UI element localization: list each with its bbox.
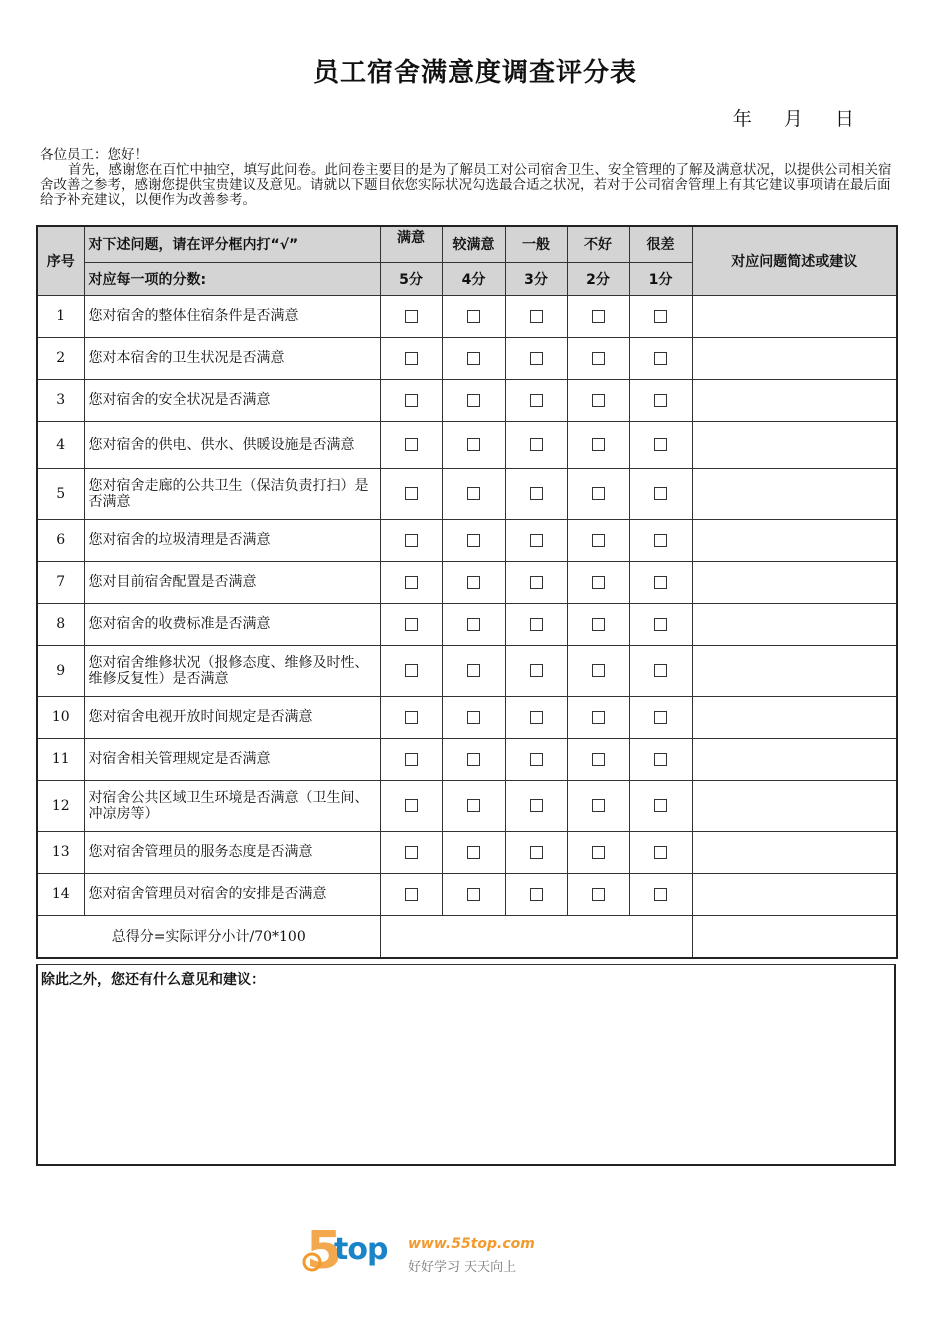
rating-cell[interactable]	[380, 295, 442, 337]
header-index: 序号	[37, 226, 84, 295]
rating-cell[interactable]	[442, 603, 505, 645]
checkbox-icon[interactable]	[654, 487, 667, 500]
rating-cell[interactable]	[567, 831, 629, 873]
header-rating-2: 不好	[567, 226, 629, 262]
rating-cell[interactable]	[380, 337, 442, 379]
date-day: 日	[834, 108, 854, 130]
rating-cell[interactable]	[567, 337, 629, 379]
checkbox-icon[interactable]	[467, 534, 480, 547]
row-suggestion[interactable]	[692, 780, 897, 831]
row-question: 您对本宿舍的卫生状况是否满意	[84, 337, 380, 379]
table-row	[37, 831, 897, 873]
rating-cell[interactable]	[442, 337, 505, 379]
checkbox-icon[interactable]	[405, 888, 418, 901]
rating-cell[interactable]	[567, 421, 629, 468]
table-row	[37, 519, 897, 561]
header-rating-5: 满意	[380, 226, 442, 262]
table-row	[37, 738, 897, 780]
logo-digit: 5	[306, 1221, 343, 1281]
row-index: 11	[37, 738, 84, 780]
rating-cell[interactable]	[629, 873, 692, 915]
logo-word: top	[334, 1232, 388, 1267]
logo-url: www.55top.com	[408, 1236, 535, 1252]
checkbox-icon[interactable]	[467, 711, 480, 724]
checkbox-icon[interactable]	[405, 534, 418, 547]
rating-cell[interactable]	[567, 561, 629, 603]
checkbox-icon[interactable]	[654, 310, 667, 323]
rating-cell[interactable]	[567, 295, 629, 337]
table-row	[37, 603, 897, 645]
checkbox-icon[interactable]	[467, 664, 480, 677]
row-suggestion[interactable]	[692, 603, 897, 645]
rating-cell[interactable]	[567, 379, 629, 421]
rating-cell[interactable]	[380, 561, 442, 603]
rating-cell[interactable]	[567, 603, 629, 645]
rating-cell[interactable]	[505, 645, 567, 696]
table-row	[37, 295, 897, 337]
checkbox-icon[interactable]	[592, 711, 605, 724]
rating-cell[interactable]	[380, 738, 442, 780]
checkbox-icon[interactable]	[654, 753, 667, 766]
rating-cell[interactable]	[629, 421, 692, 468]
rating-cell[interactable]	[567, 780, 629, 831]
checkbox-icon[interactable]	[530, 352, 543, 365]
score-3: 3分	[505, 262, 567, 295]
row-suggestion[interactable]	[692, 696, 897, 738]
checkbox-icon[interactable]	[467, 888, 480, 901]
checkbox-icon[interactable]	[467, 438, 480, 451]
checkbox-icon[interactable]	[405, 711, 418, 724]
checkbox-icon[interactable]	[405, 394, 418, 407]
checkbox-icon[interactable]	[592, 576, 605, 589]
rating-cell[interactable]	[380, 468, 442, 519]
rating-cell[interactable]	[505, 421, 567, 468]
row-question: 您对宿舍的垃圾清理是否满意	[84, 519, 380, 561]
checkbox-icon[interactable]	[654, 711, 667, 724]
rating-cell[interactable]	[380, 645, 442, 696]
rating-cell[interactable]	[505, 873, 567, 915]
row-question: 您对宿舍管理员对宿舍的安排是否满意	[84, 873, 380, 915]
checkbox-icon[interactable]	[530, 438, 543, 451]
rating-cell[interactable]	[380, 519, 442, 561]
rating-cell[interactable]	[505, 603, 567, 645]
row-index: 7	[37, 561, 84, 603]
survey-table	[36, 225, 898, 959]
row-suggestion[interactable]	[692, 421, 897, 468]
row-suggestion[interactable]	[692, 561, 897, 603]
checkbox-icon[interactable]	[530, 799, 543, 812]
row-index: 9	[37, 645, 84, 696]
rating-cell[interactable]	[629, 337, 692, 379]
row-index: 12	[37, 780, 84, 831]
rating-cell[interactable]	[505, 561, 567, 603]
rating-cell[interactable]	[629, 603, 692, 645]
row-suggestion[interactable]	[692, 831, 897, 873]
rating-cell[interactable]	[380, 696, 442, 738]
row-question: 您对宿舍维修状况（报修态度、维修及时性、维修反复性）是否满意	[84, 645, 380, 696]
row-question: 对宿舍公共区域卫生环境是否满意（卫生间、冲凉房等）	[84, 780, 380, 831]
rating-cell[interactable]	[442, 519, 505, 561]
rating-cell[interactable]	[505, 337, 567, 379]
site-logo	[296, 1218, 596, 1286]
rating-cell[interactable]	[505, 831, 567, 873]
checkbox-icon[interactable]	[592, 846, 605, 859]
score-2: 2分	[567, 262, 629, 295]
header-rating-3: 一般	[505, 226, 567, 262]
rating-cell[interactable]	[629, 379, 692, 421]
rating-cell[interactable]	[442, 831, 505, 873]
intro-text: 首先，感谢您在百忙中抽空，填写此问卷。此问卷主要目的是为了解员工对公司宿舍卫生、安全管理的了解及满意状况，以提供公司相关宿舍改善之参考，感谢您提供宝贵建议及意见。请就以下题目依您实际状况勾选最合适之状况，若对于公司宿舍管理上有其它建议事项请在最后面给予补充建议，以便作为改善参考。	[40, 162, 892, 208]
row-suggestion[interactable]	[692, 295, 897, 337]
checkbox-icon[interactable]	[405, 352, 418, 365]
table-row	[37, 873, 897, 915]
checkbox-icon[interactable]	[592, 352, 605, 365]
total-score-note[interactable]	[692, 915, 897, 958]
checkbox-icon[interactable]	[530, 664, 543, 677]
table-row	[37, 421, 897, 468]
checkbox-icon[interactable]	[654, 576, 667, 589]
row-question: 您对宿舍的收费标准是否满意	[84, 603, 380, 645]
checkbox-icon[interactable]	[654, 352, 667, 365]
rating-cell[interactable]	[442, 873, 505, 915]
checkbox-icon[interactable]	[592, 618, 605, 631]
rating-cell[interactable]	[505, 519, 567, 561]
header-rating-4: 较满意	[442, 226, 505, 262]
rating-cell[interactable]	[629, 519, 692, 561]
checkbox-icon[interactable]	[467, 753, 480, 766]
row-question: 您对宿舍的供电、供水、供暖设施是否满意	[84, 421, 380, 468]
row-question: 您对宿舍电视开放时间规定是否满意	[84, 696, 380, 738]
rating-cell[interactable]	[629, 831, 692, 873]
rating-cell[interactable]	[442, 561, 505, 603]
rating-cell[interactable]	[380, 873, 442, 915]
checkbox-icon[interactable]	[530, 618, 543, 631]
rating-cell[interactable]	[629, 780, 692, 831]
rating-cell[interactable]	[567, 519, 629, 561]
row-index: 1	[37, 295, 84, 337]
rating-cell[interactable]	[505, 295, 567, 337]
table-row	[37, 696, 897, 738]
checkbox-icon[interactable]	[405, 618, 418, 631]
checkbox-icon[interactable]	[592, 438, 605, 451]
rating-cell[interactable]	[442, 379, 505, 421]
header-instruction: 对下述问题，请在评分框内打“√”	[84, 226, 380, 262]
row-index: 3	[37, 379, 84, 421]
checkbox-icon[interactable]	[530, 534, 543, 547]
rating-cell[interactable]	[505, 780, 567, 831]
score-5: 5分	[380, 262, 442, 295]
checkbox-icon[interactable]	[592, 487, 605, 500]
logo-slogan: 好好学习 天天向上	[408, 1260, 517, 1275]
checkbox-icon[interactable]	[654, 438, 667, 451]
row-suggestion[interactable]	[692, 379, 897, 421]
rating-cell[interactable]	[567, 696, 629, 738]
table-row	[37, 561, 897, 603]
row-suggestion[interactable]	[692, 645, 897, 696]
rating-cell[interactable]	[505, 468, 567, 519]
date-line	[707, 104, 854, 131]
checkbox-icon[interactable]	[592, 753, 605, 766]
rating-cell[interactable]	[629, 295, 692, 337]
checkbox-icon[interactable]	[467, 618, 480, 631]
rating-cell[interactable]	[567, 468, 629, 519]
rating-cell[interactable]	[442, 738, 505, 780]
row-suggestion[interactable]	[692, 873, 897, 915]
checkbox-icon[interactable]	[592, 799, 605, 812]
rating-cell[interactable]	[629, 468, 692, 519]
checkbox-icon[interactable]	[405, 438, 418, 451]
checkbox-icon[interactable]	[467, 394, 480, 407]
row-index: 2	[37, 337, 84, 379]
rating-cell[interactable]	[442, 696, 505, 738]
checkbox-icon[interactable]	[467, 352, 480, 365]
rating-cell[interactable]	[380, 603, 442, 645]
rating-cell[interactable]	[567, 645, 629, 696]
checkbox-icon[interactable]	[530, 394, 543, 407]
checkbox-icon[interactable]	[592, 394, 605, 407]
rating-cell[interactable]	[442, 468, 505, 519]
checkbox-icon[interactable]	[654, 534, 667, 547]
row-suggestion[interactable]	[692, 738, 897, 780]
checkbox-icon[interactable]	[654, 394, 667, 407]
row-suggestion[interactable]	[692, 337, 897, 379]
table-row	[37, 780, 897, 831]
rating-cell[interactable]	[442, 295, 505, 337]
score-4: 4分	[442, 262, 505, 295]
total-score-label: 总得分=实际评分小计/70*100	[37, 915, 380, 958]
rating-cell[interactable]	[380, 831, 442, 873]
rating-cell[interactable]	[380, 421, 442, 468]
rating-cell[interactable]	[629, 738, 692, 780]
row-index: 14	[37, 873, 84, 915]
checkbox-icon[interactable]	[592, 534, 605, 547]
checkbox-icon[interactable]	[405, 664, 418, 677]
row-index: 13	[37, 831, 84, 873]
checkbox-icon[interactable]	[467, 310, 480, 323]
rating-cell[interactable]	[629, 645, 692, 696]
checkbox-icon[interactable]	[592, 888, 605, 901]
row-index: 4	[37, 421, 84, 468]
checkbox-icon[interactable]	[530, 846, 543, 859]
table-row	[37, 337, 897, 379]
checkbox-icon[interactable]	[405, 487, 418, 500]
greeting: 各位员工：您好！	[40, 147, 148, 163]
row-question: 对宿舍相关管理规定是否满意	[84, 738, 380, 780]
intro-block	[40, 148, 898, 208]
checkbox-icon[interactable]	[592, 310, 605, 323]
rating-cell[interactable]	[442, 421, 505, 468]
row-index: 6	[37, 519, 84, 561]
row-question: 您对宿舍管理员的服务态度是否满意	[84, 831, 380, 873]
table-row	[37, 379, 897, 421]
rating-cell[interactable]	[442, 645, 505, 696]
checkbox-icon[interactable]	[530, 487, 543, 500]
checkbox-icon[interactable]	[530, 576, 543, 589]
row-question: 您对目前宿舍配置是否满意	[84, 561, 380, 603]
table-row	[37, 468, 897, 519]
rating-cell[interactable]	[567, 738, 629, 780]
checkbox-icon[interactable]	[654, 799, 667, 812]
checkbox-icon[interactable]	[467, 576, 480, 589]
row-index: 10	[37, 696, 84, 738]
checkbox-icon[interactable]	[654, 846, 667, 859]
score-1: 1分	[629, 262, 692, 295]
checkbox-icon[interactable]	[467, 799, 480, 812]
checkbox-icon[interactable]	[405, 576, 418, 589]
row-suggestion[interactable]	[692, 519, 897, 561]
date-year: 年	[732, 108, 752, 130]
rating-cell[interactable]	[380, 780, 442, 831]
row-question: 您对宿舍的整体住宿条件是否满意	[84, 295, 380, 337]
checkbox-icon[interactable]	[654, 664, 667, 677]
rating-cell[interactable]	[505, 696, 567, 738]
row-suggestion[interactable]	[692, 468, 897, 519]
extra-suggestions-box[interactable]	[36, 964, 896, 1166]
row-question: 您对宿舍的安全状况是否满意	[84, 379, 380, 421]
checkbox-icon[interactable]	[405, 753, 418, 766]
header-rating-1: 很差	[629, 226, 692, 262]
header-suggestion: 对应问题简述或建议	[692, 226, 897, 295]
rating-cell[interactable]	[505, 738, 567, 780]
rating-cell[interactable]	[629, 696, 692, 738]
checkbox-icon[interactable]	[530, 310, 543, 323]
row-index: 5	[37, 468, 84, 519]
checkbox-icon[interactable]	[530, 711, 543, 724]
rating-cell[interactable]	[629, 561, 692, 603]
checkbox-icon[interactable]	[467, 487, 480, 500]
rating-cell[interactable]	[442, 780, 505, 831]
checkbox-icon[interactable]	[654, 618, 667, 631]
row-index: 8	[37, 603, 84, 645]
rating-cell[interactable]	[380, 379, 442, 421]
row-question: 您对宿舍走廊的公共卫生（保洁负责打扫）是否满意	[84, 468, 380, 519]
checkbox-icon[interactable]	[467, 846, 480, 859]
checkbox-icon[interactable]	[530, 753, 543, 766]
table-row	[37, 645, 897, 696]
total-score-value[interactable]	[380, 915, 692, 958]
checkbox-icon[interactable]	[405, 846, 418, 859]
checkbox-icon[interactable]	[405, 310, 418, 323]
date-month: 月	[783, 108, 803, 130]
header-score-label: 对应每一项的分数:	[84, 262, 380, 295]
checkbox-icon[interactable]	[530, 888, 543, 901]
rating-cell[interactable]	[505, 379, 567, 421]
checkbox-icon[interactable]	[654, 888, 667, 901]
page-title: 员工宿舍满意度调查评分表	[312, 58, 637, 88]
question-rows	[37, 295, 897, 915]
checkbox-icon[interactable]	[405, 799, 418, 812]
extra-suggestions-label: 除此之外，您还有什么意见和建议：	[41, 972, 265, 988]
checkbox-icon[interactable]	[592, 664, 605, 677]
rating-cell[interactable]	[567, 873, 629, 915]
